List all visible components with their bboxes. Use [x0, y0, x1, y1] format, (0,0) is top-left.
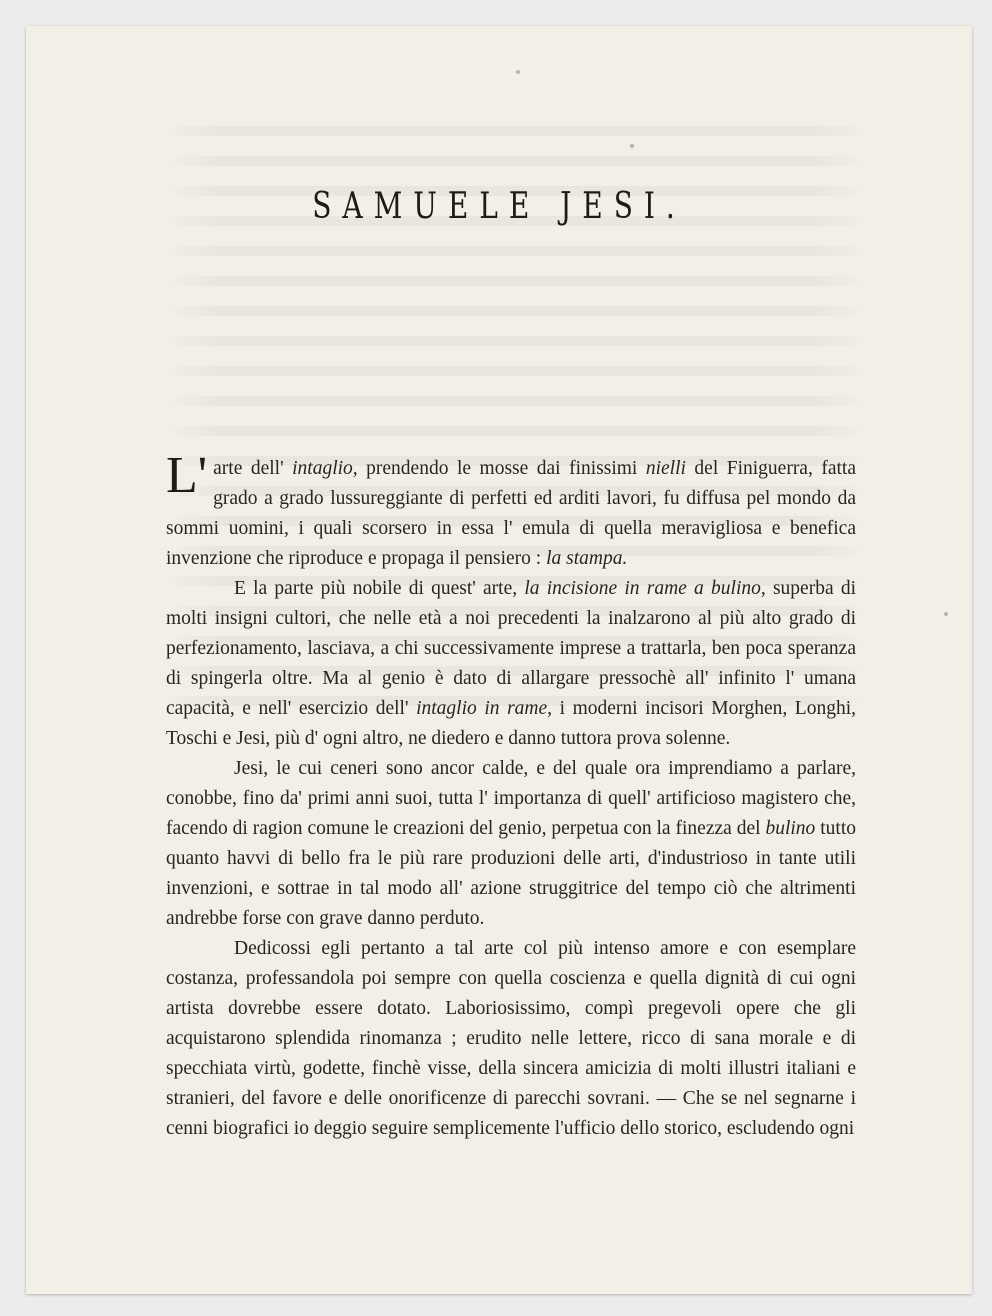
- paragraph: [166, 934, 856, 1144]
- document-page: [26, 26, 972, 1294]
- italic-text: la incisione in rame a bulino,: [524, 578, 766, 599]
- paragraph-text: E la parte più nobile di quest' arte,: [234, 578, 525, 599]
- paragraph: [166, 447, 856, 574]
- paragraph: [166, 754, 856, 934]
- paragraph-text: Dedicossi egli pertanto a tal arte col più intenso amore e con esemplare costanza, professandola poi sempre con quella coscienza e quella dignità di cui ogni artista dovrebbe essere dotato. Laboriosissimo, compì pregevoli opere che gli acquistarono splendida rinomanza ; erudito nelle lettere, ricco di sana morale e di specchiata virtù, godette, finchè visse, della sincera amicizia di molti illustri italiani e stranieri, del favore e delle onorificenze di parecchi sovrani. — Che se nel segnarne i cenni biografici io deggio seguire semplicemente l'ufficio dello storico, escludendo ogni: [166, 938, 856, 1139]
- italic-text: intaglio in rame,: [416, 698, 553, 719]
- document-body: [166, 447, 857, 1144]
- paragraph-text: arte dell': [213, 458, 293, 479]
- paragraph-text: tutto quanto havvi di bello fra le più rare produzioni delle arti, d'industrioso in tante utili invenzioni, e sottrae in tal modo all' azione struggitrice del tempo ciò che altrimenti andrebbe forse con grave danno perduto.: [166, 818, 856, 929]
- paragraph-text: del Finiguerra, fatta grado a grado lussureggiante di perfetti ed arditi lavori, fu diffusa pel mondo da sommi uomini, i quali scorsero in essa l' emula di quella meravigliosa e benefica invenzione che riproduce e propaga il pensiero :: [166, 458, 856, 569]
- paper-speck: [630, 144, 634, 148]
- paragraph-text: prendendo le mosse dai finissimi: [357, 458, 646, 479]
- drop-cap: L': [166, 447, 208, 504]
- paragraph-text: i moderni incisori Morghen, Longhi, Toschi e Jesi, più d' ogni altro, ne diedero e danno tuttora prova solenne.: [166, 698, 857, 749]
- italic-text: la stampa.: [546, 548, 628, 569]
- document-title: SAMUELE JESI.: [312, 186, 686, 227]
- paper-speck: [516, 70, 520, 74]
- italic-text: bulino: [765, 818, 816, 839]
- paper-speck: [944, 612, 948, 616]
- paragraph-text: superba di molti insigni cultori, che nelle età a noi precedenti la inalzarono al più alto grado di perfezionamento, lasciava, a chi successivamente imprese a trattarla, ben poca speranza di spingerla oltre. Ma al genio è dato di allargare pressochè all' infinito l' umana capacità, e nell' esercizio dell': [166, 578, 856, 719]
- italic-text: nielli: [645, 458, 686, 479]
- italic-text: intaglio,: [292, 458, 358, 479]
- paragraph-text: Jesi, le cui ceneri sono ancor calde, e del quale ora imprendiamo a parlare, conobbe, fino da' primi anni suoi, tutta l' importanza di quell' artificioso magistero che, facendo di ragion comune le creazioni del genio, perpetua con la finezza del: [166, 758, 856, 839]
- paragraph: [166, 574, 856, 754]
